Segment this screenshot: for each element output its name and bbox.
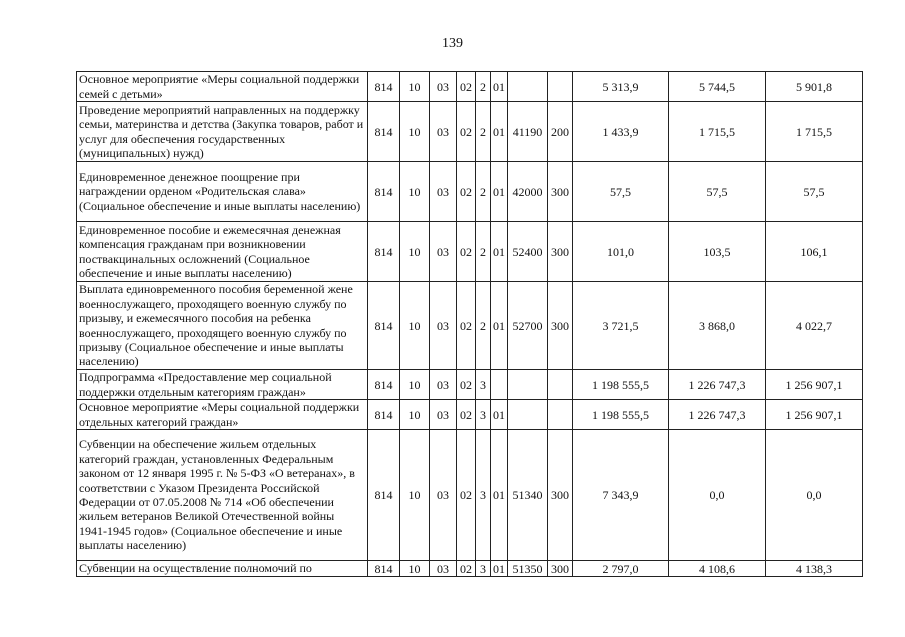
cell-expense-type (548, 72, 573, 102)
cell-ministry-code: 814 (368, 430, 400, 561)
table-row (77, 222, 863, 282)
row-name: Проведение мероприятий направленных на поддержку семьи, материнства и детства (Закупка товаров, работ и услуг для обеспечения государственных (муниципальных) нужд) (77, 102, 368, 162)
cell-direction: 51350 (508, 561, 548, 577)
cell-value-year3: 0,0 (766, 430, 863, 561)
cell-value-year3: 106,1 (766, 222, 863, 282)
cell-activity: 01 (491, 222, 508, 282)
cell-subprogram: 2 (476, 102, 491, 162)
cell-value-year2: 5 744,5 (669, 72, 766, 102)
table-row (77, 561, 863, 577)
page-number: 139 (442, 36, 463, 51)
cell-section: 10 (400, 222, 430, 282)
cell-value-year1: 1 433,9 (573, 102, 669, 162)
cell-ministry-code: 814 (368, 102, 400, 162)
cell-ministry-code: 814 (368, 72, 400, 102)
cell-program: 02 (457, 102, 476, 162)
cell-activity (491, 370, 508, 400)
row-name: Субвенции на осуществление полномочий по (77, 561, 368, 577)
table-row (77, 400, 863, 430)
cell-ministry-code: 814 (368, 282, 400, 370)
table-row (77, 72, 863, 102)
cell-section: 10 (400, 102, 430, 162)
cell-direction: 42000 (508, 162, 548, 222)
cell-value-year1: 101,0 (573, 222, 669, 282)
cell-subprogram: 3 (476, 370, 491, 400)
cell-expense-type (548, 400, 573, 430)
cell-value-year1: 1 198 555,5 (573, 370, 669, 400)
row-name: Подпрограмма «Предоставление мер социальной поддержки отдельным категориям граждан» (77, 370, 368, 400)
cell-value-year1: 5 313,9 (573, 72, 669, 102)
cell-expense-type: 300 (548, 222, 573, 282)
cell-section: 10 (400, 430, 430, 561)
cell-value-year3: 1 256 907,1 (766, 370, 863, 400)
cell-direction (508, 370, 548, 400)
cell-subprogram: 3 (476, 400, 491, 430)
cell-program: 02 (457, 72, 476, 102)
cell-direction (508, 72, 548, 102)
cell-value-year3: 4 138,3 (766, 561, 863, 577)
cell-value-year1: 1 198 555,5 (573, 400, 669, 430)
cell-value-year2: 4 108,6 (669, 561, 766, 577)
cell-subsection: 03 (430, 561, 457, 577)
cell-section: 10 (400, 561, 430, 577)
cell-activity: 01 (491, 430, 508, 561)
cell-subprogram: 2 (476, 222, 491, 282)
cell-value-year1: 3 721,5 (573, 282, 669, 370)
cell-subsection: 03 (430, 72, 457, 102)
table-row (77, 370, 863, 400)
cell-direction: 52700 (508, 282, 548, 370)
cell-activity: 01 (491, 72, 508, 102)
row-name: Основное мероприятие «Меры социальной поддержки отдельных категорий граждан» (77, 400, 368, 430)
cell-activity: 01 (491, 162, 508, 222)
cell-value-year3: 5 901,8 (766, 72, 863, 102)
cell-value-year3: 57,5 (766, 162, 863, 222)
cell-subprogram: 3 (476, 430, 491, 561)
cell-value-year2: 0,0 (669, 430, 766, 561)
cell-program: 02 (457, 400, 476, 430)
cell-section: 10 (400, 72, 430, 102)
cell-value-year2: 57,5 (669, 162, 766, 222)
cell-program: 02 (457, 430, 476, 561)
cell-activity: 01 (491, 102, 508, 162)
cell-program: 02 (457, 370, 476, 400)
cell-value-year1: 7 343,9 (573, 430, 669, 561)
cell-value-year1: 2 797,0 (573, 561, 669, 577)
cell-value-year3: 1 715,5 (766, 102, 863, 162)
cell-ministry-code: 814 (368, 561, 400, 577)
row-name: Субвенции на обеспечение жильем отдельных категорий граждан, установленных Федеральным законом от 12 января 1995 г. № 5-ФЗ «О ветеранах», в соответствии с Указом Президента Российской Федерации от 07.05.2008 № 714 «Об обеспечении жильем ветеранов Великой Отечественной войны 1941-1945 годов» (Социальное обеспечение и иные выплаты населению) (77, 430, 368, 561)
cell-ministry-code: 814 (368, 222, 400, 282)
table-row (77, 162, 863, 222)
cell-program: 02 (457, 222, 476, 282)
cell-expense-type (548, 370, 573, 400)
cell-activity: 01 (491, 282, 508, 370)
cell-value-year2: 1 226 747,3 (669, 370, 766, 400)
cell-subsection: 03 (430, 400, 457, 430)
row-name: Единовременное пособие и ежемесячная денежная компенсация гражданам при возникновении поствакцинальных осложнений (Социальное обеспечение и иные выплаты населению) (77, 222, 368, 282)
table-row (77, 102, 863, 162)
cell-subsection: 03 (430, 222, 457, 282)
cell-value-year2: 3 868,0 (669, 282, 766, 370)
cell-activity: 01 (491, 561, 508, 577)
cell-program: 02 (457, 162, 476, 222)
cell-value-year2: 103,5 (669, 222, 766, 282)
cell-subprogram: 2 (476, 282, 491, 370)
cell-expense-type: 300 (548, 430, 573, 561)
cell-value-year2: 1 226 747,3 (669, 400, 766, 430)
cell-section: 10 (400, 400, 430, 430)
cell-expense-type: 300 (548, 561, 573, 577)
cell-value-year3: 1 256 907,1 (766, 400, 863, 430)
row-name: Единовременное денежное поощрение при награждении орденом «Родительская слава» (Социальное обеспечение и иные выплаты населению) (77, 162, 368, 222)
cell-program: 02 (457, 282, 476, 370)
cell-section: 10 (400, 282, 430, 370)
cell-expense-type: 200 (548, 102, 573, 162)
cell-subsection: 03 (430, 102, 457, 162)
cell-ministry-code: 814 (368, 162, 400, 222)
cell-section: 10 (400, 370, 430, 400)
table-row (77, 430, 863, 561)
row-name: Основное мероприятие «Меры социальной поддержки семей с детьми» (77, 72, 368, 102)
cell-direction: 41190 (508, 102, 548, 162)
cell-value-year3: 4 022,7 (766, 282, 863, 370)
budget-table (76, 71, 863, 577)
cell-direction (508, 400, 548, 430)
cell-direction: 51340 (508, 430, 548, 561)
cell-subsection: 03 (430, 430, 457, 561)
cell-subsection: 03 (430, 370, 457, 400)
table-row (77, 282, 863, 370)
cell-subprogram: 2 (476, 162, 491, 222)
cell-direction: 52400 (508, 222, 548, 282)
cell-program: 02 (457, 561, 476, 577)
cell-subprogram: 2 (476, 72, 491, 102)
cell-subsection: 03 (430, 282, 457, 370)
row-name: Выплата единовременного пособия беременной жене военнослужащего, проходящего военную службу по призыву, и ежемесячного пособия на ребенка военнослужащего, проходящего военную службу по призыву (Социальное обеспечение и иные выплаты населению) (77, 282, 368, 370)
cell-subprogram: 3 (476, 561, 491, 577)
cell-section: 10 (400, 162, 430, 222)
cell-subsection: 03 (430, 162, 457, 222)
cell-ministry-code: 814 (368, 370, 400, 400)
cell-activity: 01 (491, 400, 508, 430)
cell-value-year1: 57,5 (573, 162, 669, 222)
cell-value-year2: 1 715,5 (669, 102, 766, 162)
cell-ministry-code: 814 (368, 400, 400, 430)
cell-expense-type: 300 (548, 282, 573, 370)
cell-expense-type: 300 (548, 162, 573, 222)
